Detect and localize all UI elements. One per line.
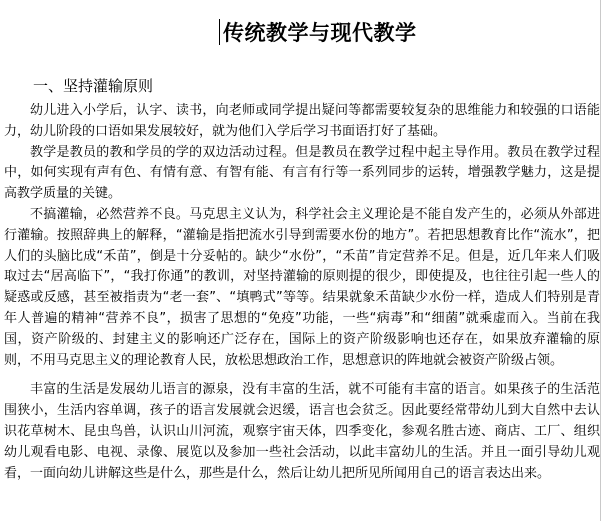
document-body xyxy=(4,101,600,484)
paragraph: 幼儿进入小学后，认字、读书，向老师或同学提出疑问等都需要较复杂的思维能力和较强的口语能力，幼儿阶段的口语如果发展较好，就为他们入学后学习书面语打好了基础。 xyxy=(4,103,600,139)
text-cursor xyxy=(219,19,220,45)
paragraph: 不搞灌输，必然营养不良。马克思主义认为，科学社会主义理论是不能自发产生的，必须从外部进行灌输。按照辞典上的解释，“灌输是指把流水引导到需要水份的地方”。若把思想教育比作“流水”，把人们的头脑比成“禾苗”，倒是十分妥帖的。缺少“水份”，“禾苗”肯定营养不足。但是，近几年来人们吸取过去“居高临下”，“我打你通”的教训，对坚持灌输的原则提的很少，即使提及，也往往引起一些人的疑惑或反感，甚至被指责为“老一套”、“填鸭式”等等。结果就象禾苗缺少水份一样，造成人们特别是青年人普遍的精神“营养不良”，损害了思想的“免疫”功能，一些“病毒”和“细菌”就乘虚而入。当前在我国，资产阶级的、封建主义的影响还广泛存在，国际上的资产阶级影响也还存在，如果放弃灌输的原则，不用马克思主义的理论教育人民，放松思想政治工作，思想意识的阵地就会被资产阶级占领。 xyxy=(4,206,600,368)
paragraph: 丰富的生活是发展幼儿语言的源泉，没有丰富的生活，就不可能有丰富的语言。如果孩子的生活范围狭小，生活内容单调，孩子的语言发展就会迟缓，语言也会贫乏。因此要经常带幼儿到大自然中去认识花草树木、昆虫鸟兽，认识山川河流，观察宇宙天体，四季变化，参观名胜古迹、商店、工厂、组织幼儿观看电影、电视、录像、展览以及参加一些社会活动，以此丰富幼儿的生活。并且一面引导幼儿观看，一面向幼儿讲解这些是什么，那些是什么，然后让幼儿把所见所闻用自己的语言表达出来。 xyxy=(4,382,600,481)
paragraph: 教学是教员的教和学员的学的双边活动过程。但是教员在教学过程中起主导作用。教员在教学过程中，如何实现有声有色、有情有意、有智有能、有言有行等一系列同步的运转，增强教学魅力，这是提高教学质量的关键。 xyxy=(4,144,600,202)
window-right-edge xyxy=(600,0,610,521)
document-title: 传统教学与现代教学 xyxy=(223,20,417,45)
section-heading: 一、坚持灌输原则 xyxy=(33,77,154,95)
